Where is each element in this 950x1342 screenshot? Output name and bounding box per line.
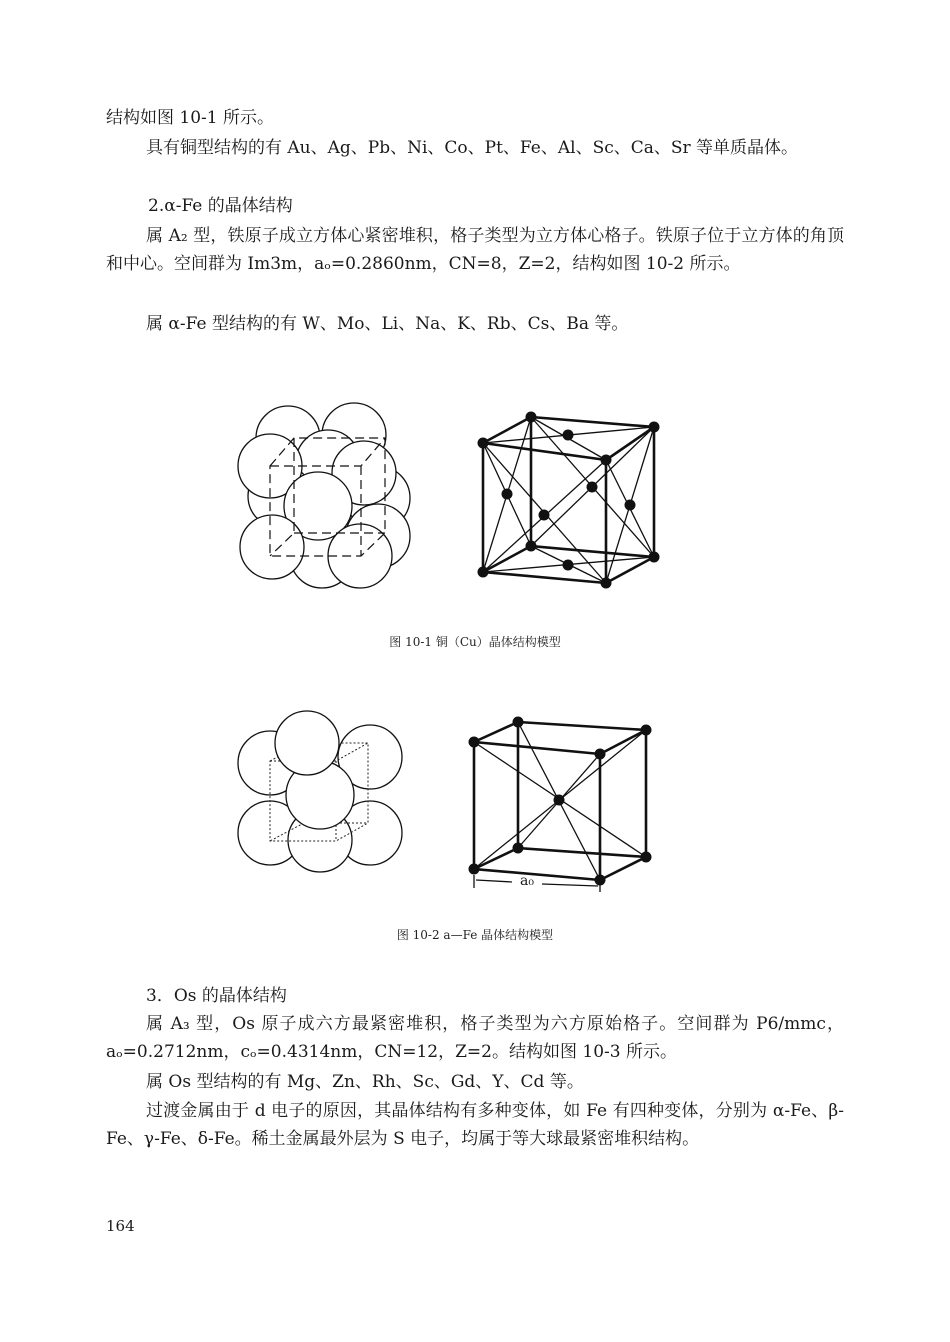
paragraph-1: 结构如图 10-1 所示。 [106, 108, 274, 128]
paragraph-os-structure: 属 A₃ 型，Os 原子成六方最紧密堆积，格子类型为六方原始格子。空间群为 P6/mmc，aₒ=0.2712nm，cₒ=0.4314nm，CN=12，Z=2。结构如图 10-3 所示。 [106, 1014, 844, 1062]
paragraph-alpha-fe-structure: 属 A₂ 型，铁原子成立方体心紧密堆积，格子类型为立方体心格子。铁原子位于立方体的角顶和中心。空间群为 Im3m，aₒ=0.2860nm，CN=8，Z=2，结构如图 10-2 所示。 [106, 226, 844, 274]
figure-10-1-sphere-model [230, 400, 420, 600]
paragraph-copper-type: 具有铜型结构的有 Au、Ag、Pb、Ni、Co、Pt、Fe、Al、Sc、Ca、Sr 等单质晶体。 [146, 138, 799, 158]
paragraph-alpha-fe-elements: 属 α-Fe 型结构的有 W、Mo、Li、Na、K、Rb、Cs、Ba 等。 [146, 314, 629, 334]
page-number: 164 [106, 1217, 135, 1235]
figure-10-2-sphere-model [232, 705, 412, 875]
figure-10-1-lattice-model [470, 405, 670, 595]
paragraph-os-elements: 属 Os 型结构的有 Mg、Zn、Rh、Sc、Gd、Y、Cd 等。 [146, 1072, 584, 1092]
paragraph-transition-metals: 过渡金属由于 d 电子的原因，其晶体结构有多种变体，如 Fe 有四种变体，分别为 α-Fe、β-Fe、γ-Fe、δ-Fe。稀土金属最外层为 S 电子，均属于等大球最紧密堆积结构。 [106, 1101, 844, 1149]
lattice-parameter-label: a₀ [520, 873, 534, 889]
section-heading-alpha-fe: 2.α-Fe 的晶体结构 [148, 196, 293, 216]
figure-10-2-caption: 图 10-2 a—Fe 晶体结构模型 [396, 928, 554, 942]
section-heading-os: 3．Os 的晶体结构 [146, 986, 287, 1006]
figure-10-1-caption: 图 10-1 铜（Cu）晶体结构模型 [389, 635, 561, 649]
figure-10-2-lattice-model [462, 712, 662, 892]
